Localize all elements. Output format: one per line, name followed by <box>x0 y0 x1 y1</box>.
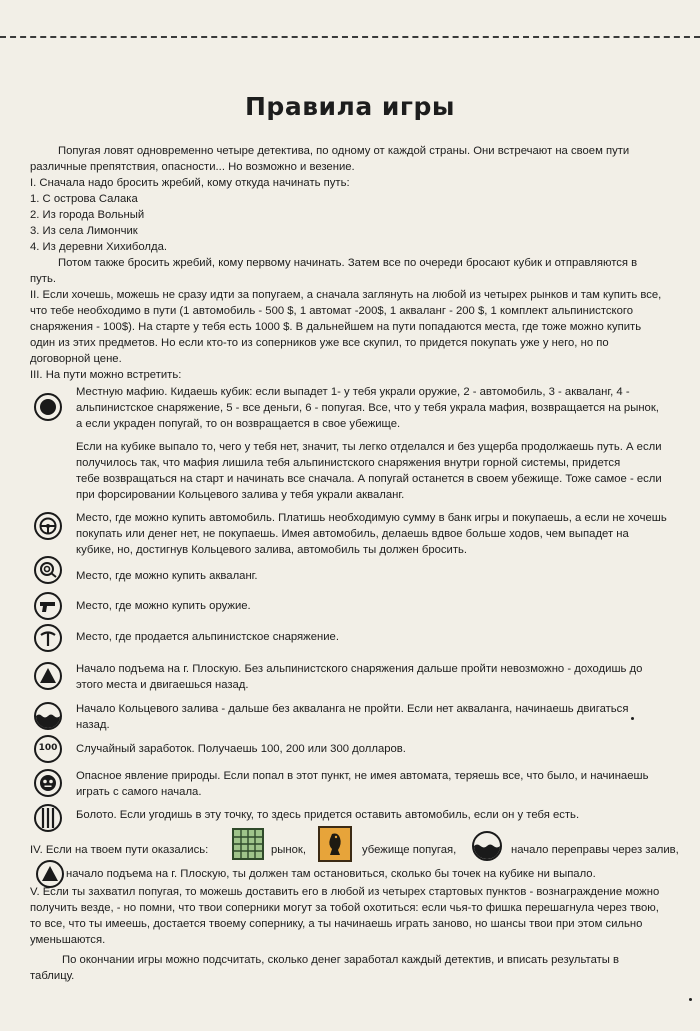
hazard-skull-icon <box>34 769 62 797</box>
mountain-line-1: Начало подъема на г. Плоскую. Без альпинистского снаряжения дальше пройти невозможно - доходишь до <box>76 663 643 675</box>
closing-line-2: таблицу. <box>30 970 75 982</box>
mafia-note-line-3: тебе возвращаться на старт и начинать все сначала. А попугай останется в своем убежище. Тоже самое - если <box>76 473 662 485</box>
mafia-note-line-4: при форсировании Кольцевого залива у тебя украли акваланг. <box>76 489 405 501</box>
climbing-text: Место, где продается альпинистское снаряжение. <box>76 631 339 643</box>
mafia-line-3: а если украден попугай, то он возвращается в свое убежище. <box>76 418 401 430</box>
closing-line-1: По окончании игры можно подсчитать, сколько денег заработал каждый детектив, и вписать результаты в <box>62 954 620 966</box>
mafia-note-line-2: получилось так, что мафия лишила тебя альпинистского снаряжения внутри горной системы, придется <box>76 457 621 469</box>
earning-text: Случайный заработок. Получаешь 100, 200 или 300 долларов. <box>76 743 406 755</box>
print-speck <box>689 998 692 1001</box>
page-title: Правила игры <box>245 92 455 121</box>
section2-line-4: один из этих предметов. Но если кто-то из соперников уже все скупил, то придется покупать уже у него, но по <box>30 337 609 349</box>
pistol-icon <box>34 592 62 620</box>
coin-100-icon <box>34 735 62 763</box>
section1-after-line-1: Потом также бросить жребий, кому первому начинать. Затем все по очереди бросают кубик и отправляются в <box>58 257 638 269</box>
bay-line-2: назад. <box>76 719 110 731</box>
nature-line-2: играть с самого начала. <box>76 786 202 798</box>
car-line-3: кубике, но, достигнув Кольцевого залива, автомобиль ты должен бросить. <box>76 544 468 556</box>
section5-line-3: то все, что ты имеешь, достается твоему сопернику, а ты начинаешь играть заново, но шансы твои при этом сильно <box>30 918 643 930</box>
bay-line-1: Начало Кольцевого залива - дальше без акваланга не пройти. Если нет акваланга, начинаешь двигаться <box>76 703 629 715</box>
section4-line-2: начало подъема на г. Плоскую, ты должен там остановиться, сколько бы точек на кубике ни выпало. <box>66 868 596 880</box>
bay-waves-icon <box>34 702 62 730</box>
aqualung-icon <box>34 556 62 584</box>
mafia-icon <box>34 393 62 421</box>
start-option-3: 3. Из села Лимончик <box>30 225 138 237</box>
start-option-1: 1. С острова Салака <box>30 193 138 205</box>
crossing-waves-icon <box>472 831 502 861</box>
section2-line-1: II. Если хочешь, можешь не сразу идти за попугаем, а сначала заглянуть на любой из четырех рынков и там купить все, <box>30 289 662 301</box>
mountain-line-2: этого места и двигаешься назад. <box>76 679 249 691</box>
section2-line-3: снаряжения - 100$). На старте у тебя есть 1000 $. В дальнейшем на пути попадаются места, где тоже можно купить <box>30 321 642 333</box>
section5-line-4: уменьшаются. <box>30 934 106 946</box>
mafia-line-1: Местную мафию. Кидаешь кубик: если выпадет 1- у тебя украли оружие, 2 - автомобиль, 3 - акваланг, 4 - <box>76 386 630 398</box>
market-grid-icon <box>232 828 264 860</box>
section2-line-5: договорной цене. <box>30 353 122 365</box>
cut-line-divider <box>0 36 700 38</box>
swamp-text: Болото. Если угодишь в эту точку, то здесь придется оставить автомобиль, если он у тебя есть. <box>76 809 580 821</box>
print-speck <box>631 717 634 720</box>
shelter-label: убежище попугая, <box>362 844 457 856</box>
parrot-shelter-icon <box>318 826 352 862</box>
mafia-note-line-1: Если на кубике выпало то, чего у тебя нет, значит, ты легко отделался и без ущерба продолжаешь путь. А если <box>76 441 662 453</box>
weapon-text: Место, где можно купить оружие. <box>76 600 251 612</box>
intro-line-1: Попугая ловят одновременно четыре детектива, по одному от каждой страны. Они встречают на своем пути <box>58 145 630 157</box>
swamp-reeds-icon <box>34 804 62 832</box>
ice-axe-icon <box>34 624 62 652</box>
crossing-label: начало переправы через залив, <box>511 844 679 856</box>
aqualung-text: Место, где можно купить акваланг. <box>76 570 258 582</box>
market-label: рынок, <box>271 844 307 856</box>
section1-after-line-2: путь. <box>30 273 56 285</box>
intro-line-2: различные препятствия, опасности... Но возможно и везение. <box>30 161 355 173</box>
start-option-4: 4. Из деревни Хихиболда. <box>30 241 168 253</box>
mafia-line-2: альпинистское снаряжение, 5 - все деньги, 6 - попугая. Все, что у тебя украла мафия, возвращается на рынок, <box>76 402 659 414</box>
section4-lead: IV. Если на твоем пути оказались: <box>30 844 209 856</box>
section1-heading: I. Сначала надо бросить жребий, кому откуда начинать путь: <box>30 177 350 189</box>
car-line-1: Место, где можно купить автомобиль. Платишь необходимую сумму в банк игры и покупаешь, а если не хочешь <box>76 512 667 524</box>
car-line-2: покупать или денег нет, не покупаешь. Имея автомобиль, делаешь вдвое больше ходов, чем выпадет на <box>76 528 629 540</box>
steering-wheel-icon <box>34 512 62 540</box>
section5-line-2: получить везде, - но помни, что твои соперники могут за тобой охотиться: если чья-то фишка перешагнула через твою, <box>30 902 659 914</box>
start-option-2: 2. Из города Вольный <box>30 209 145 221</box>
mountain-triangle-icon <box>34 662 62 690</box>
section5-line-1: V. Если ты захватил попугая, то можешь доставить его в любой из четырех стартовых пунктов - вознаграждение можно <box>30 886 660 898</box>
nature-line-1: Опасное явление природы. Если попал в этот пункт, не имея автомата, теряешь все, что было, и начинаешь <box>76 770 649 782</box>
section2-line-2: что тебе необходимо в пути (1 автомобиль - 500 $, 1 автомат -200$, 1 акваланг - 200 $, 1 комплект альпинистского <box>30 305 634 317</box>
coin-100-value: 100 <box>38 743 58 753</box>
section3-heading: III. На пути можно встретить: <box>30 369 182 381</box>
